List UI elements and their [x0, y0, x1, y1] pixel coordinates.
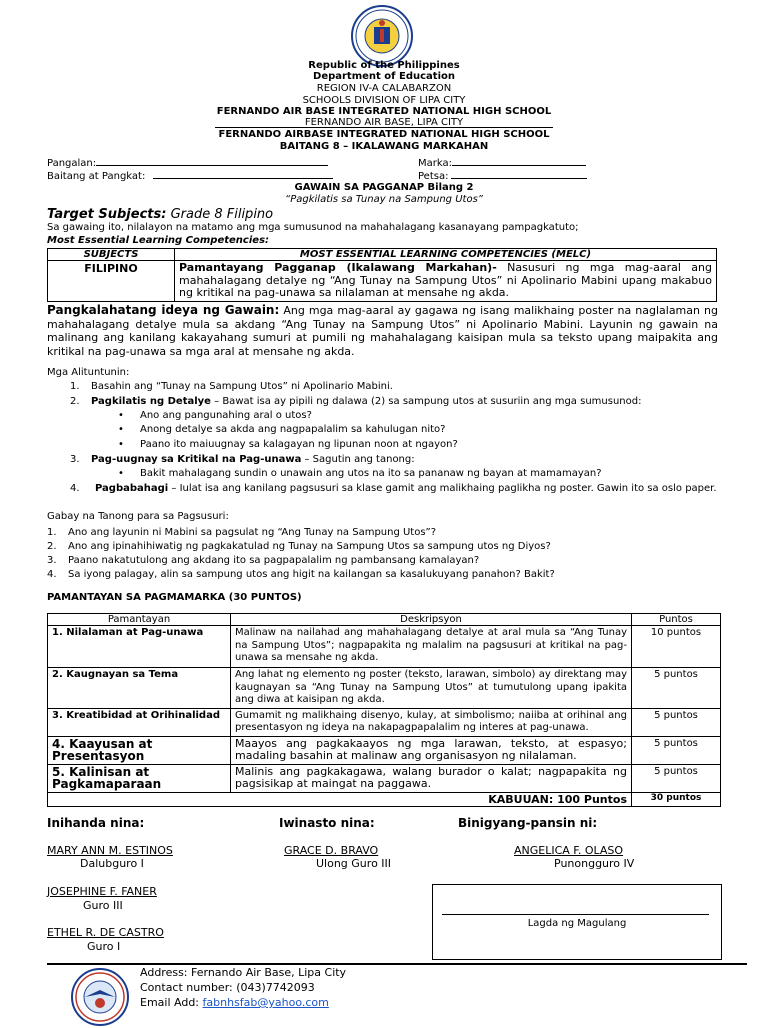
date-field: [418, 169, 587, 182]
parent-signature-label: Lagda ng Magulang: [527, 918, 627, 929]
footer-email-link[interactable]: fabnhsfab@yahoo.com: [202, 996, 329, 1009]
activity-subtitle: “Pagkilatis sa Tunay na Sampung Utos”: [285, 194, 483, 205]
guide-q4: 4. Sa iyong palagay, alin sa sampung utos ang higit na kailangan sa kasalukuyang panahon? Bakit?: [47, 569, 555, 580]
rubric-total-label: KABUUAN: 100 Puntos: [48, 792, 632, 806]
instruction-1: 1. Basahin ang “Tunay na Sampung Utos” ni Apolinario Mabini.: [70, 381, 393, 392]
rubric-desc-4: Maayos ang pagkakaayos ng mga larawan, teksto, at espasyo; madaling basahin at malinaw ang organisasyon ng nilalaman.: [231, 736, 632, 764]
instruction-2-bold: Pagkilatis ng Detalye: [91, 396, 211, 407]
instruction-4: 4. Pagbabahagi – Iulat isa ang kanilang pagsusuri sa klase gamit ang malikhaing paglikha ng poster. Gawin ito sa oslo paper.: [70, 483, 717, 494]
preparer-2-title: Guro III: [83, 899, 123, 912]
melc-competency-cell: [175, 261, 717, 302]
preparer-3-title: Guro I: [87, 940, 121, 953]
noter-title: Punongguro IV: [554, 857, 635, 870]
guide-q2: 2. Ano ang ipinahihiwatig ng pagkakatulad ng Tunay na Sampung Utos sa sampung utos ng Diyos?: [47, 541, 551, 552]
melc-col-competencies: MOST ESSENTIAL LEARNING COMPETENCIES (MELC): [175, 249, 717, 261]
republic-text: Republic of the Philippines: [308, 60, 460, 71]
instruction-3-content: [91, 454, 415, 465]
bullet-1-text: Ano ang pangunahing aral o utos?: [140, 410, 312, 421]
intro-text: Sa gawaing ito, nilalayon na matamo ang mga sumusunod na mahahalagang kasanayang pampagkatuto;: [47, 222, 579, 233]
guide-q2-text: Ano ang ipinahihiwatig ng pagkakatulad ng Tunay na Sampung Utos sa sampung utos ng Diyos?: [68, 541, 551, 552]
activity-title: GAWAIN SA PAGGANAP Bilang 2: [294, 182, 474, 193]
footer-email: [140, 996, 329, 1009]
prepared-by-label: Inihanda nina:: [47, 816, 145, 830]
instruction-3-bold: Pag-uugnay sa Kritikal na Pag-unawa: [91, 454, 302, 465]
instruction-1-text: Basahin ang “Tunay na Sampung Utos” ni Apolinario Mabini.: [91, 381, 393, 392]
instruction-3: 3. Pag-uugnay sa Kritikal na Pag-unawa – Sagutin ang tanong:: [70, 454, 415, 465]
rubric-points-3: 5 puntos: [632, 708, 721, 736]
footer-contact: Contact number: (043)7742093: [140, 981, 315, 994]
rubric-table: [47, 613, 721, 807]
checker-title: Ulong Guro III: [316, 857, 392, 870]
grade-quarter: BAITANG 8 – IKALAWANG MARKAHAN: [279, 141, 489, 152]
preparer-1-title: Dalubguro I: [80, 857, 144, 870]
grade-field: [47, 169, 333, 182]
department-text: Department of Education: [313, 71, 455, 82]
grade-line: [153, 169, 333, 179]
rubric-criteria-3: 3. Kreatibidad at Orihinalidad: [48, 708, 231, 736]
rubric-criteria-4: 4. Kaayusan at Presentasyon: [48, 736, 231, 764]
rubric-total-points: 30 puntos: [632, 792, 721, 806]
name-label: Pangalan:: [47, 158, 97, 169]
instruction-4-text: – Iulat isa ang kanilang pagsusuri sa klase gamit ang malikhaing paglikha ng poster. Gawin ito sa oslo paper.: [168, 483, 717, 494]
rubric-desc-1: Malinaw na nailahad ang mahahalagang detalye at aral mula sa “Ang Tunay na Sampung Utos”; nagpapakita ng malalim na pagsusuri at kritikal na pag-unawa sa mensahe ng akda.: [231, 626, 632, 668]
name-line: [96, 156, 328, 166]
bullet-3-text: Paano ito maiuugnay sa kalagayan ng lipunan noon at ngayon?: [140, 439, 458, 450]
date-label: Petsa:: [418, 171, 449, 182]
school-logo-icon: [73, 970, 127, 1024]
bullet-4-text: Bakit mahalagang sundin o unawain ang utos na ito sa pananaw ng bayan at mamamayan?: [140, 468, 602, 479]
rubric-col-description: Deskripsyon: [231, 614, 632, 626]
parent-signature-box: [432, 884, 722, 960]
instruction-2-bullet-1: • Ano ang pangunahing aral o utos?: [118, 410, 312, 421]
bullet-2-text: Anong detalye sa akda ang nagpapalalim sa kahulugan nito?: [140, 424, 446, 435]
guide-q3: 3. Paano nakatutulong ang akdang ito sa pagpapalalim ng pambansang kamalayan?: [47, 555, 480, 566]
general-idea: [47, 304, 718, 358]
guide-q1-text: Ano ang layunin ni Mabini sa pagsulat ng “Ang Tunay na Sampung Utos”?: [68, 527, 437, 538]
guide-q1: 1. Ano ang layunin ni Mabini sa pagsulat ng “Ang Tunay na Sampung Utos”?: [47, 527, 437, 538]
footer-divider: [47, 963, 747, 965]
rubric-points-2: 5 puntos: [632, 668, 721, 709]
guide-q4-text: Sa iyong palagay, alin sa sampung utos ang higit na kailangan sa kasalukuyang panahon? Bakit?: [68, 569, 555, 580]
seal-icon: [353, 7, 411, 65]
instruction-3-bullet-1: • Bakit mahalagang sundin o unawain ang utos na ito sa pananaw ng bayan at mamamayan?: [118, 468, 602, 479]
mark-label: Marka:: [418, 158, 452, 169]
checker-name: GRACE D. BRAVO: [284, 844, 379, 857]
mark-line: [452, 156, 586, 166]
instruction-2: 2. Pagkilatis ng Detalye – Bawat isa ay pipili ng dalawa (2) sa sampung utos at susuriin ang mga sumusunod:: [70, 396, 642, 407]
rubric-criteria-5: 5. Kalinisan at Pagkamaparaan: [48, 764, 231, 792]
noted-by-label: Binigyang-pansin ni:: [458, 816, 598, 830]
melc-heading: Most Essential Learning Competencies:: [47, 235, 270, 246]
rubric-points-4: 5 puntos: [632, 736, 721, 764]
noter-name: ANGELICA F. OLASO: [514, 844, 624, 857]
rubric-desc-2: Ang lahat ng elemento ng poster (teksto, larawan, simbolo) ay direktang may kaugnayan sa “Ang Tunay na Sampung Utos” at tumutulong upang ipakita ang diwa at kaisipan ng akda.: [231, 668, 632, 709]
rubric-col-criteria: Pamantayan: [48, 614, 231, 626]
rubric-criteria-2: 2. Kaugnayan sa Tema: [48, 668, 231, 709]
division-text: SCHOOLS DIVISION OF LIPA CITY: [302, 95, 466, 106]
header-divider: [215, 127, 553, 128]
target-value: Grade 8 Filipino: [170, 207, 274, 222]
rubric-points-5: 5 puntos: [632, 764, 721, 792]
parent-signature-line: [442, 914, 709, 915]
instruction-4-content: [95, 483, 717, 494]
melc-competency-bold: Pamantayang Pagganap (Ikalawang Markahan)-: [179, 261, 497, 274]
guide-q3-text: Paano nakatutulong ang akdang ito sa pagpapalalim ng pambansang kamalayan?: [68, 555, 480, 566]
melc-competency-text: Nasusuri ng mga mag-aaral ang mahahalagang detalye ng “Ang Tunay na Sampung Utos” ni Apolinario Mabini upang makabuo ng kritikal na pag-unawa sa nilalaman at mensahe ng akda.: [179, 261, 713, 299]
name-field: [47, 156, 328, 169]
instructions-heading: Mga Alituntunin:: [47, 367, 130, 378]
general-idea-text: Ang mga mag-aaral ay gagawa ng isang malikhaing poster na naglalaman ng mahahalagang detalye mula sa akdang “Ang Tunay na Sampung Utos” ni Apolinario Mabini. Layunin ng gawain na malinang ang kanilang kakayahang sumuri at pumili ng mahahalagang kaisipan mula sa teksto upang maipakita ang kritikal na pag-unawa sa mga aral at mensahe ng akda.: [47, 304, 718, 358]
rubric-heading: PAMANTAYAN SA PAGMAMARKA (30 PUNTOS): [47, 592, 302, 603]
guide-heading: Gabay na Tanong para sa Pagsusuri:: [47, 511, 229, 522]
deped-seal-logo: [351, 5, 413, 67]
rubric-desc-3: Gumamit ng malikhaing disenyo, kulay, at simbolismo; naiiba at orihinal ang presentasyon ng ideya na nakapagpapalalim ng interes at pag-unawa.: [231, 708, 632, 736]
footer-address: Address: Fernando Air Base, Lipa City: [140, 966, 347, 979]
rubric-desc-5: Malinis ang pagkakagawa, walang burador o kalat; nagpapakita ng pagsisikap at maingat na paggawa.: [231, 764, 632, 792]
school-location: FERNANDO AIR BASE, LIPA CITY: [304, 117, 464, 128]
melc-col-subjects: SUBJECTS: [48, 249, 175, 261]
instruction-3-text: – Sagutin ang tanong:: [301, 454, 415, 465]
general-idea-label: Pangkalahatang ideya ng Gawain:: [47, 303, 280, 317]
rubric-col-points: Puntos: [632, 614, 721, 626]
rubric-criteria-1: 1. Nilalaman at Pag-unawa: [48, 626, 231, 668]
preparer-2-name: JOSEPHINE F. FANER: [47, 885, 157, 898]
rubric-points-1: 10 puntos: [632, 626, 721, 668]
mark-field: [418, 156, 586, 169]
school-name-2: FERNANDO AIRBASE INTEGRATED NATIONAL HIGH SCHOOL: [218, 129, 550, 140]
grade-label: Baitang at Pangkat:: [47, 171, 146, 182]
region-text: REGION IV-A CALABARZON: [316, 83, 452, 94]
instruction-4-bold: Pagbabahagi: [95, 483, 169, 494]
instruction-2-bullet-3: • Paano ito maiuugnay sa kalagayan ng lipunan noon at ngayon?: [118, 439, 458, 450]
target-subjects: [47, 207, 273, 222]
instruction-2-text: – Bawat isa ay pipili ng dalawa (2) sa sampung utos at susuriin ang mga sumusunod:: [210, 396, 642, 407]
preparer-3-name: ETHEL R. DE CASTRO: [47, 926, 164, 939]
footer-email-label: Email Add:: [140, 996, 200, 1009]
melc-table: [47, 248, 717, 302]
date-line: [451, 169, 587, 179]
school-logo: [71, 968, 129, 1026]
target-label: Target Subjects:: [47, 207, 167, 222]
melc-subject-cell: FILIPINO: [48, 261, 175, 302]
preparer-1-name: MARY ANN M. ESTINOS: [47, 844, 173, 857]
instruction-2-bullet-2: • Anong detalye sa akda ang nagpapalalim sa kahulugan nito?: [118, 424, 446, 435]
instruction-2-content: [91, 396, 641, 407]
school-name: FERNANDO AIR BASE INTEGRATED NATIONAL HIGH SCHOOL: [216, 106, 552, 117]
checked-by-label: Iwinasto nina:: [279, 816, 375, 830]
